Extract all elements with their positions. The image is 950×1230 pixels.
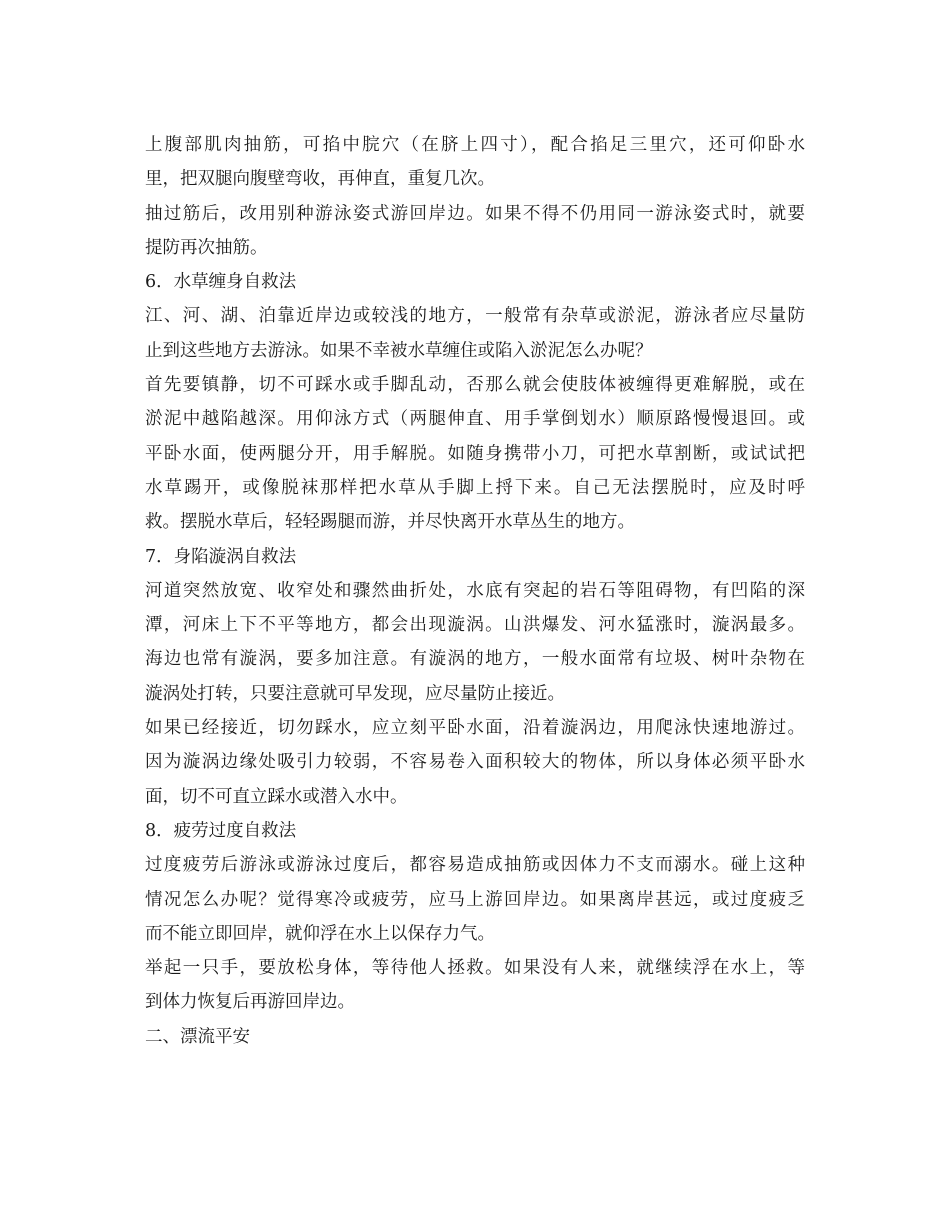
text-line: 情况怎么办呢？觉得寒冷或疲劳，应马上游回岸边。如果离岸甚远，或过度疲乏 xyxy=(145,889,805,910)
section-heading: 8．疲劳过度自救法 xyxy=(145,820,297,841)
text-line: 提防再次抽筋。 xyxy=(145,237,268,258)
section-heading: 6．水草缠身自救法 xyxy=(145,272,297,293)
text-line: 平卧水面，使两腿分开，用手解脱。如随身携带小刀，可把水草割断，或试试把 xyxy=(145,443,805,464)
section-heading: 二、漂流平安 xyxy=(145,1026,250,1047)
text-line: 河道突然放宽、收窄处和骤然曲折处，水底有突起的岩石等阻碍物，有凹陷的深 xyxy=(145,580,805,601)
text-line: 如果已经接近，切勿踩水，应立刻平卧水面，沿着漩涡边，用爬泳快速地游过。 xyxy=(145,718,805,739)
text-line: 江、河、湖、泊靠近岸边或较浅的地方，一般常有杂草或淤泥，游泳者应尽量防 xyxy=(145,306,805,327)
text-line: 救。摆脱水草后，轻轻踢腿而游，并尽快离开水草丛生的地方。 xyxy=(145,512,635,533)
text-line: 漩涡处打转，只要注意就可早发现，应尽量防止接近。 xyxy=(145,683,565,704)
document-body xyxy=(145,128,805,1054)
text-line: 过度疲劳后游泳或游泳过度后，都容易造成抽筋或因体力不支而溺水。碰上这种 xyxy=(145,855,805,876)
text-line: 到体力恢复后再游回岸边。 xyxy=(145,992,355,1013)
text-line: 止到这些地方去游泳。如果不幸被水草缠住或陷入淤泥怎么办呢？ xyxy=(145,340,653,361)
text-line: 海边也常有漩涡，要多加注意。有漩涡的地方，一般水面常有垃圾、树叶杂物在 xyxy=(145,649,805,670)
text-line: 抽过筋后，改用别种游泳姿式游回岸边。如果不得不仍用同一游泳姿式时，就要 xyxy=(145,203,805,224)
text-line: 举起一只手，要放松身体，等待他人拯救。如果没有人来，就继续浮在水上，等 xyxy=(145,958,805,979)
text-line: 首先要镇静，切不可踩水或手脚乱动，否那么就会使肢体被缠得更难解脱，或在 xyxy=(145,375,805,396)
text-line: 潭，河床上下不平等地方，都会出现漩涡。山洪爆发、河水猛涨时，漩涡最多。 xyxy=(145,615,805,636)
section-heading: 7．身陷漩涡自救法 xyxy=(145,546,297,567)
text-line: 水草踢开，或像脱袜那样把水草从手脚上捋下来。自己无法摆脱时，应及时呼 xyxy=(145,477,805,498)
text-line: 因为漩涡边缘处吸引力较弱，不容易卷入面积较大的物体，所以身体必须平卧水 xyxy=(145,752,805,773)
text-line: 里，把双腿向腹壁弯收，再伸直，重复几次。 xyxy=(145,169,495,190)
text-line: 面，切不可直立踩水或潜入水中。 xyxy=(145,786,408,807)
text-line: 淤泥中越陷越深。用仰泳方式（两腿伸直、用手掌倒划水）顺原路慢慢退回。或 xyxy=(145,409,805,430)
text-line: 上腹部肌肉抽筋，可掐中脘穴（在脐上四寸），配合掐足三里穴，还可仰卧水 xyxy=(145,135,805,155)
text-line: 而不能立即回岸，就仰浮在水上以保存力气。 xyxy=(145,923,495,944)
